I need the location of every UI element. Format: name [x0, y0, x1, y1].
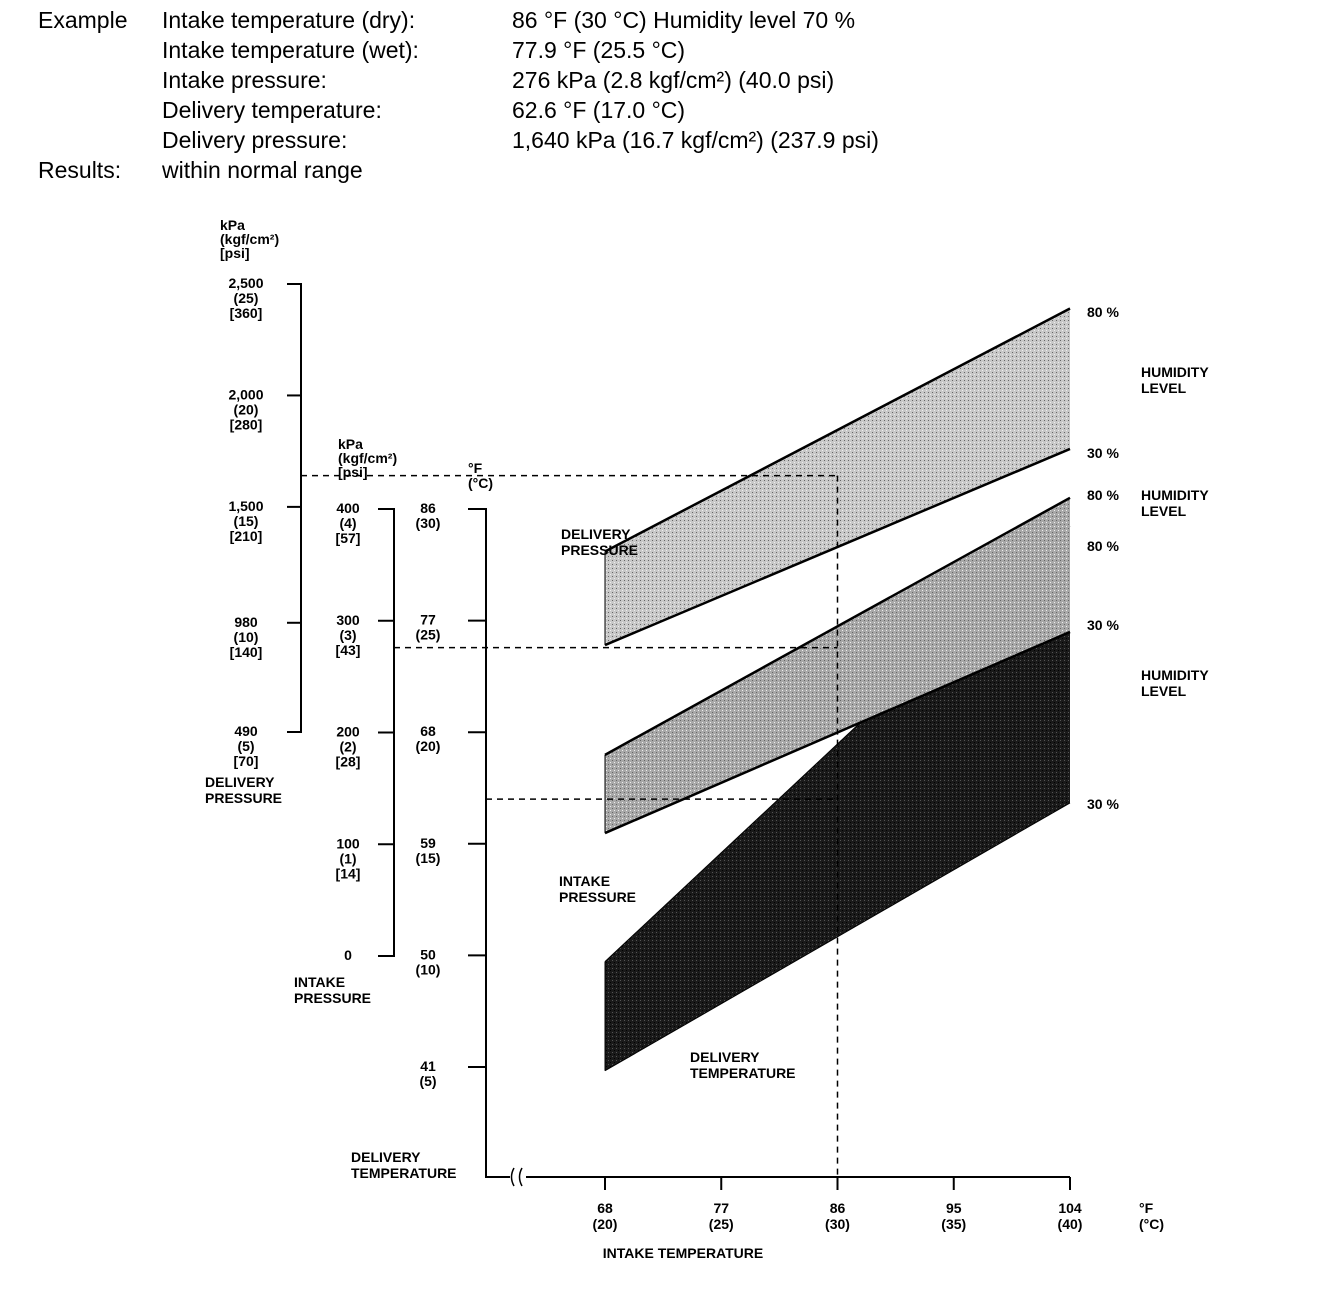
tick-label-intake-pressure-3-line-2: [14] [335, 865, 361, 882]
band-name-delivery-temperature-line-0: DELIVERY [690, 1049, 760, 1065]
axis-delivery-temperature-label-line-1: TEMPERATURE [351, 1165, 457, 1181]
tick-label-intake-temperature-4: 104 [1058, 1200, 1082, 1216]
tick-label-delivery-pressure-0-line-1: (25) [233, 290, 259, 306]
tick-label-delivery-pressure-3-line-1: (10) [233, 628, 259, 645]
tick-label-intake-pressure-2-line-2: [28] [335, 753, 361, 770]
band-2-lower-label: 30 % [1087, 796, 1119, 812]
tick-label-delivery-temperature-1-line-0: 77 [420, 611, 436, 628]
tick-label-delivery-pressure-3-line-0: 980 [234, 613, 258, 630]
tick-label-delivery-pressure-0-line-0: 2,500 [228, 275, 264, 291]
example-row-4-value: 1,640 kPa (16.7 kgf/cm²) (237.9 psi) [512, 127, 879, 153]
example-row-3-name: Delivery temperature: [162, 97, 382, 123]
band-name-intake-pressure-line-1: PRESSURE [559, 889, 637, 905]
tick-label-intake-temperature-2: 86 [829, 1200, 846, 1216]
axis-delivery-pressure-title-line-0: kPa [220, 217, 245, 233]
axis-intake-pressure-title-line-0: kPa [338, 436, 363, 452]
band-1-humidity-label-line-1: LEVEL [1141, 503, 1187, 519]
band-name-intake-pressure-line-0: INTAKE [559, 873, 611, 889]
tick-label-delivery-temperature-4-line-1: (10) [415, 961, 441, 978]
tick-label-delivery-temperature-1-line-1: (25) [415, 626, 441, 643]
example-row-0-name: Intake temperature (dry): [162, 7, 416, 33]
axis-delivery-pressure [287, 284, 301, 732]
example-row-4-name: Delivery pressure: [162, 127, 348, 153]
axis-intake-temperature-unit-line-1: (°C) [1139, 1216, 1165, 1232]
band-2-upper-label: 80 % [1087, 538, 1119, 554]
band-name-delivery-temperature-line-1: TEMPERATURE [690, 1065, 796, 1081]
axis-delivery-temperature-label-line-0: DELIVERY [351, 1149, 421, 1165]
axis-delivery-pressure-title-line-2: [psi] [220, 245, 250, 261]
band-1-humidity-label-line-0: HUMIDITY [1141, 487, 1209, 503]
tick-label-intake-pressure-3-line-1: (1) [339, 850, 357, 867]
axis-intake-pressure-title-line-1: (kgf/cm²) [338, 450, 398, 466]
tick-label-intake-temperature-1: 77 [713, 1200, 730, 1216]
tick-label-delivery-pressure-2-line-0: 1,500 [228, 497, 264, 514]
example-row-1-value: 77.9 °F (25.5 °C) [512, 37, 686, 63]
tick-label-delivery-temperature-2-line-1: (20) [415, 738, 441, 755]
band-0-lower-label: 30 % [1087, 445, 1119, 461]
axis-intake-temperature-label: INTAKE TEMPERATURE [602, 1245, 764, 1261]
results-value: within normal range [162, 157, 363, 183]
axis-intake-pressure-title-line-2: [psi] [338, 464, 368, 480]
tick-label-delivery-temperature-3-line-1: (15) [415, 849, 441, 866]
tick-label-delivery-temperature-4-line-0: 50 [420, 946, 436, 963]
axis-delivery-pressure-label-line-1: PRESSURE [205, 790, 283, 806]
tick-label-intake-temperature-0: 68 [597, 1200, 613, 1216]
tick-label-intake-pressure-2-line-0: 200 [336, 723, 360, 740]
tick-label-delivery-temperature-0-line-0: 86 [420, 500, 436, 516]
tick-label-intake-pressure-0-line-1: (4) [339, 515, 357, 531]
tick-label-delivery-pressure-2-line-2: [210] [229, 527, 263, 544]
example-row-1-name: Intake temperature (wet): [162, 37, 419, 63]
axis-delivery-temperature-title-line-1: (°C) [468, 475, 494, 491]
tick-label-delivery-pressure-0-line-2: [360] [229, 305, 263, 321]
band-1-upper-label: 80 % [1087, 487, 1119, 503]
tick-label-intake-pressure-3-line-0: 100 [336, 835, 360, 852]
tick-label-delivery-pressure-4-line-1: (5) [237, 738, 255, 754]
tick-label-delivery-pressure-3-line-2: [140] [229, 643, 263, 660]
example-row-2-name: Intake pressure: [162, 67, 327, 93]
band-name-delivery-pressure-line-0: DELIVERY [561, 526, 631, 542]
band-2-humidity-label-line-0: HUMIDITY [1141, 667, 1209, 683]
results-label: Results: [38, 157, 122, 183]
axis-intake-pressure-label-line-0: INTAKE [294, 974, 346, 990]
tick-label-intake-temperature-c-1: (25) [708, 1216, 734, 1232]
example-row-2-value: 276 kPa (2.8 kgf/cm²) (40.0 psi) [512, 67, 835, 93]
tick-label-delivery-temperature-0-line-1: (30) [415, 515, 441, 531]
tick-label-delivery-pressure-4-line-0: 490 [234, 723, 258, 739]
axis-delivery-temperature-title-line-0: °F [468, 460, 483, 476]
tick-label-intake-pressure-0-line-2: [57] [335, 530, 361, 546]
tick-label-delivery-temperature-3-line-0: 59 [420, 834, 436, 851]
tick-label-delivery-pressure-1-line-2: [280] [229, 416, 263, 433]
tick-label-intake-pressure-1-line-1: (3) [339, 626, 357, 643]
tick-label-delivery-pressure-1-line-0: 2,000 [228, 386, 264, 403]
tick-label-intake-pressure-4-line-0: 0 [344, 947, 352, 963]
tick-label-intake-temperature-c-0: (20) [592, 1216, 618, 1232]
tick-label-intake-pressure-2-line-1: (2) [339, 738, 357, 755]
axis-intake-temperature-unit-line-0: °F [1139, 1200, 1154, 1216]
axis-intake-pressure-label-line-1: PRESSURE [294, 990, 372, 1006]
band-name-delivery-pressure-line-1: PRESSURE [561, 542, 639, 558]
axis-delivery-pressure-label-line-0: DELIVERY [205, 774, 275, 790]
band-0-humidity-label-line-1: LEVEL [1141, 380, 1187, 396]
tick-label-intake-pressure-0-line-0: 400 [336, 500, 360, 516]
tick-label-intake-pressure-1-line-2: [43] [335, 641, 361, 658]
axis-delivery-pressure-title-line-1: (kgf/cm²) [220, 231, 280, 247]
example-row-0-value: 86 °F (30 °C) Humidity level 70 % [512, 7, 856, 33]
band-0-upper-label: 80 % [1087, 304, 1119, 320]
tick-label-intake-temperature-c-3: (35) [941, 1216, 967, 1232]
tick-label-delivery-temperature-2-line-0: 68 [420, 723, 436, 740]
tick-label-intake-temperature-c-2: (30) [825, 1216, 850, 1232]
tick-label-delivery-temperature-5-line-0: 41 [420, 1058, 436, 1074]
band-2-humidity-label-line-1: LEVEL [1141, 683, 1187, 699]
tick-label-intake-temperature-c-4: (40) [1057, 1216, 1083, 1232]
tick-label-intake-pressure-1-line-0: 300 [336, 611, 360, 628]
example-label: Example [38, 7, 128, 33]
example-row-3-value: 62.6 °F (17.0 °C) [512, 97, 686, 123]
axis-break-mark [512, 1168, 523, 1186]
band-1-lower-label: 30 % [1087, 617, 1119, 633]
band-0-humidity-label-line-0: HUMIDITY [1141, 364, 1209, 380]
tick-label-delivery-pressure-1-line-1: (20) [233, 401, 259, 418]
tick-label-delivery-temperature-5-line-1: (5) [419, 1073, 437, 1089]
tick-label-intake-temperature-3: 95 [945, 1200, 962, 1216]
tick-label-delivery-pressure-4-line-2: [70] [233, 753, 259, 769]
tick-label-delivery-pressure-2-line-1: (15) [233, 512, 259, 529]
